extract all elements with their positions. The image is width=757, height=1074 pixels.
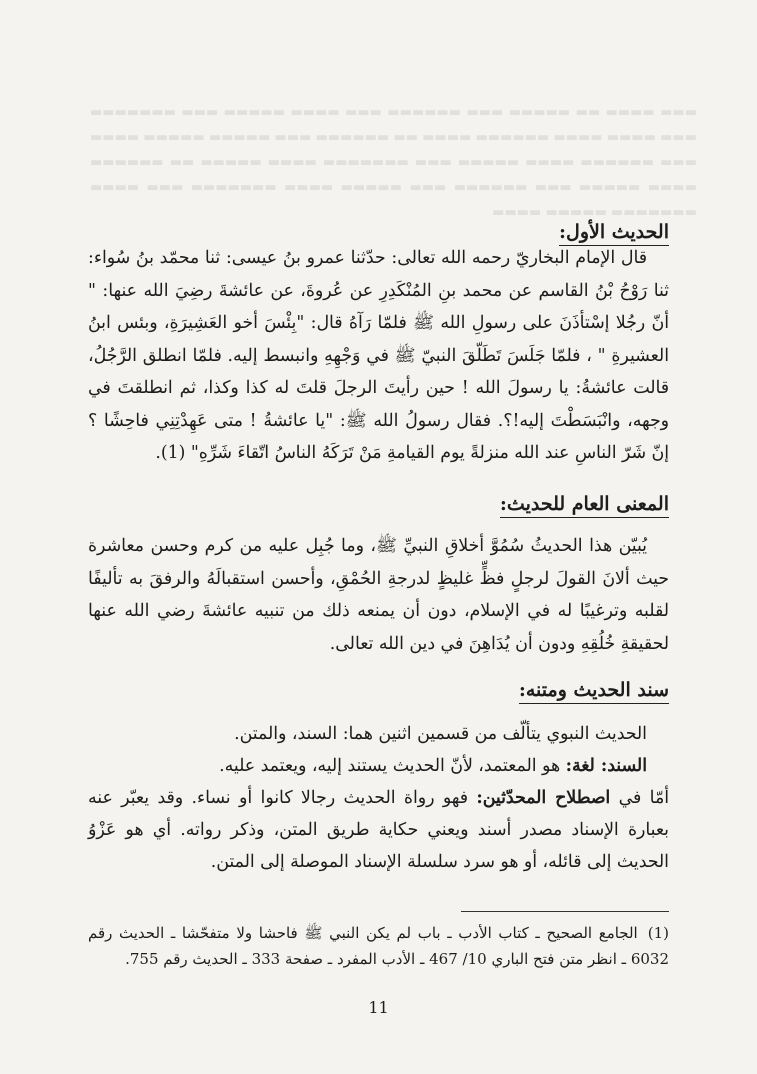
footnote-number: (1): [647, 924, 669, 942]
footnote-text: الجامع الصحيح ـ كتاب الأدب ـ باب لم يكن النبي ﷺ فاحشا ولا متفحّشا ـ الحديث رقم 6032 ـ انظر متن فتح الباري 10/ 467 ـ الأدب المفرد ـ صفحة 333 ـ الحديث رقم 755.: [88, 924, 669, 968]
terminology-prefix: أمّا في: [610, 788, 669, 808]
section-heading-sanad-matn: [519, 676, 669, 704]
section-heading-general-meaning: [500, 490, 669, 518]
footnote-marker: (1).: [155, 443, 186, 463]
heading-text: الحديث الأول:: [559, 221, 669, 246]
sanad-intro-line: [88, 718, 669, 750]
sanad-definition-line: [88, 750, 669, 782]
terminology-text: فهو رواة الحديث رجالا كانوا أو نساء. وقد يعبّر عنه بعبارة الإسناد مصدر أسند ويعني حكاية طريق المتن، وذكر رواته. أي هو عَزْوُ الحديث إلى قائله، أو هو سرد سلسلة الإسناد الموصلة إلى المتن.: [88, 788, 669, 872]
footnote: [88, 920, 669, 972]
footnote-divider: [461, 911, 669, 912]
sanad-definition-label: السند: لغة:: [565, 756, 647, 776]
general-meaning-paragraph: [88, 530, 669, 660]
heading-text: سند الحديث ومتنه:: [519, 679, 669, 704]
hadith-text: قال الإمام البخاريّ رحمه الله تعالى: حدّثنا عمرو بنُ عيسى: ثنا محمّد بنُ سُواء: ثنا رَوْحُ بْنُ القاسم عن محمد بنِ المُنْكَدِرِ عن عُروةَ، عن عائشةَ رضِيَ الله عنها: " أنّ رجُلا إسْتأذَنَ على رسولِ الله ﷺ فلمّا رَآهُ قال: "بِئْسَ أخو العَشِيرَةِ، وبئس ابنُ العشيرةِ " ، فلمّا جَلَسَ تَطَلّقَ النبيّ ﷺ في وَجْهِهِ وانبسط إليه. فلمّا انطلق الرَّجُلُ، قالت عائشةُ: يا رسولَ الله ! حين رأيتَ الرجلَ قلتَ له كذا وكذا، ثم انطلقتَ في وجهه، وانْبَسَطْتَ إليه!؟. فقال رسولُ الله ﷺ: "يا عائشةُ ! متى عَهِدْتِنِي فاحِشًا ؟ إنّ شَرّ الناسِ عند الله منزلةً يوم القيامةِ مَنْ تَرَكَهُ الناسُ اتّقاءَ شَرِّهِ": [88, 248, 669, 463]
show-through-text: ▬▬▬ ▬▬▬▬ ▬▬ ▬▬▬▬▬ ▬▬▬ ▬▬▬▬▬▬ ▬▬▬ ▬▬▬▬ ▬▬▬▬▬ ▬▬▬ ▬▬▬▬▬▬▬ ▬▬▬ ▬▬▬▬ ▬▬▬▬ ▬▬▬▬▬▬ ▬▬▬▬ ▬▬ ▬▬▬▬▬▬ ▬▬▬ ▬▬▬▬▬ ▬▬▬▬▬ ▬▬▬▬ ▬▬▬ ▬▬▬▬▬▬ ▬▬▬▬ ▬▬▬▬▬ ▬▬▬ ▬▬▬▬▬▬▬ ▬▬▬▬ ▬▬▬▬▬ ▬▬ ▬▬▬▬▬▬ ▬▬▬▬ ▬▬▬▬▬ ▬▬▬ ▬▬▬▬▬▬ ▬▬▬ ▬▬▬▬▬ ▬▬▬▬ ▬▬▬▬▬▬▬ ▬▬▬ ▬▬▬▬ ▬▬▬▬▬▬▬ ▬▬▬▬▬ ▬▬▬▬: [90, 105, 697, 220]
general-meaning-text: يُبيّن هذا الحديثُ سُمُوَّ أخلاقِ النبيِّ ﷺ، وما جُبِل عليه من كرم وحسن معاشرة حيث ألانَ القولَ لرجلٍ فظٍّ غليظٍ لدرجةِ الحُمْقِ، وأحسن استقبالَهُ والرفقَ به تأليفًا لقلبه وترغيبًا له في الإسلام، دون أن يمنعه ذلك من تنبيه عائشةَ رضي الله عنها لحقيقةِ خُلُقِهِ ودون أن يُدَاهِنَ في دين الله تعالى.: [88, 536, 669, 654]
terminology-label: اصطلاح المحدّثين:: [476, 788, 611, 808]
hadith-paragraph: [88, 242, 669, 470]
heading-text: المعنى العام للحديث:: [500, 493, 669, 518]
sanad-intro-text: الحديث النبوي يتألّف من قسمين اثنين هما: السند، والمتن.: [234, 724, 647, 744]
sanad-section: [88, 718, 669, 878]
terminology-paragraph: [88, 782, 669, 878]
page-number: 11: [368, 998, 389, 1017]
sanad-definition-text: هو المعتمد، لأنّ الحديث يستند إليه، ويعتمد عليه.: [219, 756, 566, 776]
